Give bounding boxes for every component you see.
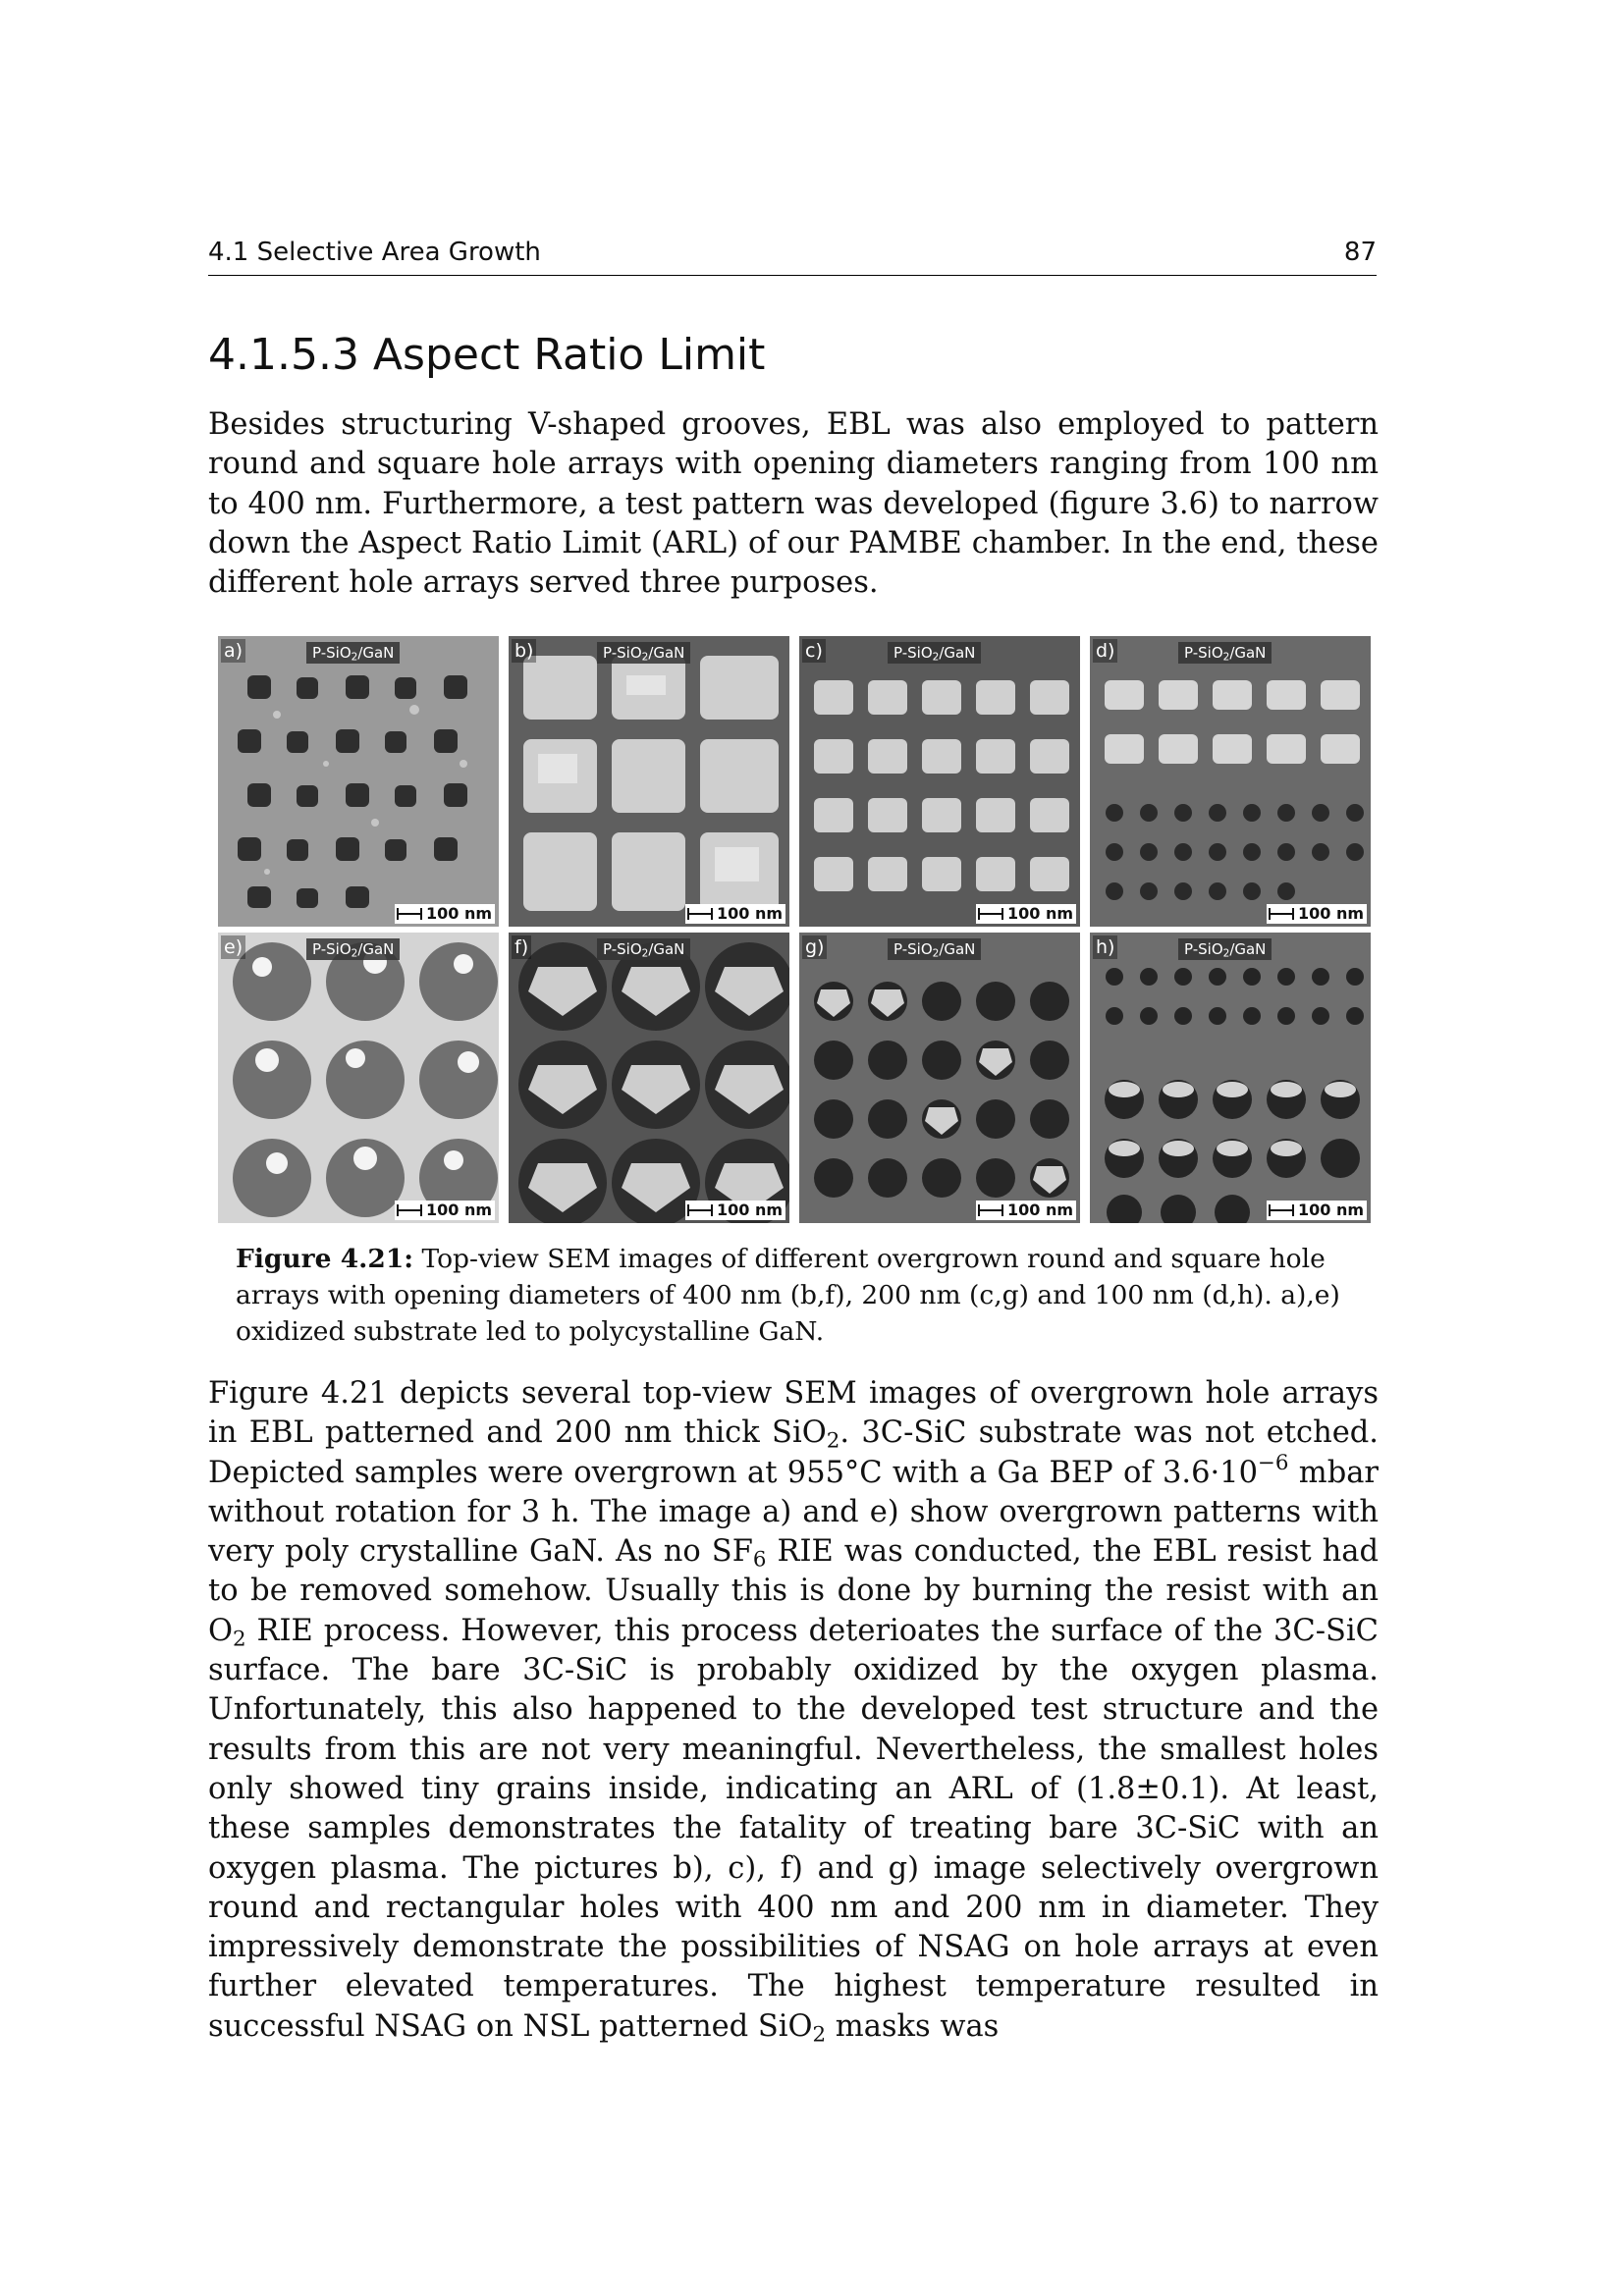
panel-sublabel: P-SiO$_2$/GaN bbox=[597, 938, 690, 960]
panel-sublabel: P-SiO$_2$/GaN bbox=[597, 642, 690, 664]
sem-image-a bbox=[218, 636, 499, 927]
panel-sublabel: P-SiO$_2$/GaN bbox=[306, 642, 400, 664]
sem-panel-h bbox=[1090, 933, 1371, 1223]
panel-sublabel: P-SiO$_2$/GaN bbox=[1178, 642, 1272, 664]
scale-bar: 100 nm bbox=[685, 904, 785, 924]
sem-image-d bbox=[1090, 636, 1371, 927]
panel-label: b) bbox=[512, 639, 536, 663]
panel-sublabel: P-SiO$_2$/GaN bbox=[888, 938, 981, 960]
panel-sublabel: P-SiO$_2$/GaN bbox=[888, 642, 981, 664]
sem-panel-c bbox=[799, 636, 1080, 927]
sem-panel-d bbox=[1090, 636, 1371, 927]
panel-label: c) bbox=[802, 639, 826, 663]
figure-4-21 bbox=[218, 636, 1373, 1223]
panel-label: h) bbox=[1093, 935, 1117, 959]
sem-image-b bbox=[509, 636, 789, 927]
scale-bar: 100 nm bbox=[1267, 1201, 1367, 1220]
figure-caption bbox=[236, 1241, 1355, 1350]
intro-paragraph: Besides structuring V-shaped grooves, EBL was also employed to pattern round and square hole arrays with opening diameters ranging from 100 nm to 400 nm. Furthermore, a test pattern was developed (figure 3.6) to narrow down the Aspect Ratio Limit (ARL) of our PAMBE chamber. In the end, these different hole arrays served three purposes. bbox=[208, 407, 1379, 601]
sem-image-f bbox=[509, 933, 789, 1223]
header-section-title: 4.1 Selective Area Growth bbox=[208, 238, 541, 267]
panel-label: e) bbox=[221, 935, 245, 959]
sem-panel-b bbox=[509, 636, 789, 927]
sem-panel-e bbox=[218, 933, 499, 1223]
panel-sublabel: P-SiO$_2$/GaN bbox=[1178, 938, 1272, 960]
panel-label: d) bbox=[1093, 639, 1117, 663]
panel-label: f) bbox=[512, 935, 531, 959]
sem-image-h bbox=[1090, 933, 1371, 1223]
sem-panel-f bbox=[509, 933, 789, 1223]
panel-label: g) bbox=[802, 935, 827, 959]
running-header bbox=[208, 236, 1377, 276]
caption-label: Figure 4.21: bbox=[236, 1244, 414, 1274]
scale-bar: 100 nm bbox=[976, 904, 1076, 924]
scale-bar: 100 nm bbox=[1267, 904, 1367, 924]
panel-label: a) bbox=[221, 639, 245, 663]
sem-panel-g bbox=[799, 933, 1080, 1223]
sem-image-g bbox=[799, 933, 1080, 1223]
page-number: 87 bbox=[1343, 238, 1377, 267]
scale-bar: 100 nm bbox=[976, 1201, 1076, 1220]
body-paragraph: Figure 4.21 depicts several top-view SEM images of overgrown hole arrays in EBL patterned and 200 nm thick SiO$_2$. 3C-SiC substrate was not etched. Depicted samples were overgrown at 955°C with a Ga BEP of $3.6\cdot 10^{-6}$ mbar without rotation for 3 h. The image a) and e) show overgrown patterns with very poly crystalline GaN. As no $SF_6$ RIE was conducted, the EBL resist had to be removed somehow. Usually this is done by burning the resist with an $O_2$ RIE process. However, this process deterioates the surface of the 3C-SiC surface. The bare 3C-SiC is probably oxidized by the oxygen plasma. Unfortunately, this also happened to the developed test structure and the results from this are not very meaningful. Nevertheless, the smallest holes only showed tiny grains inside, indicating an ARL of (1.8±0.1). At least, these samples demonstrates the fatality of treating bare 3C-SiC with an oxygen plasma. The pictures b), c), f) and g) image selectively overgrown round and rectangular holes with 400 nm and 200 nm in diameter. They impressively demonstrate the possibilities of NSAG on hole arrays at even further elevated temperatures. The highest temperature resulted in successful NSAG on NSL patterned SiO$_2$ masks was bbox=[208, 1376, 1380, 2048]
section-heading: 4.1.5.3 Aspect Ratio Limit bbox=[208, 330, 766, 380]
scale-bar: 100 nm bbox=[395, 1201, 495, 1220]
sem-image-e bbox=[218, 933, 499, 1223]
panel-sublabel: P-SiO$_2$/GaN bbox=[306, 938, 400, 960]
scale-bar: 100 nm bbox=[685, 1201, 785, 1220]
sem-panel-a bbox=[218, 636, 499, 927]
scale-bar: 100 nm bbox=[395, 904, 495, 924]
caption-text: Top-view SEM images of different overgrown round and square hole arrays with opening diameters of 400 nm (b,f), 200 nm (c,g) and 100 nm (d,h). a),e) oxidized substrate led to polycystalline GaN. bbox=[236, 1244, 1340, 1347]
sem-image-c bbox=[799, 636, 1080, 927]
